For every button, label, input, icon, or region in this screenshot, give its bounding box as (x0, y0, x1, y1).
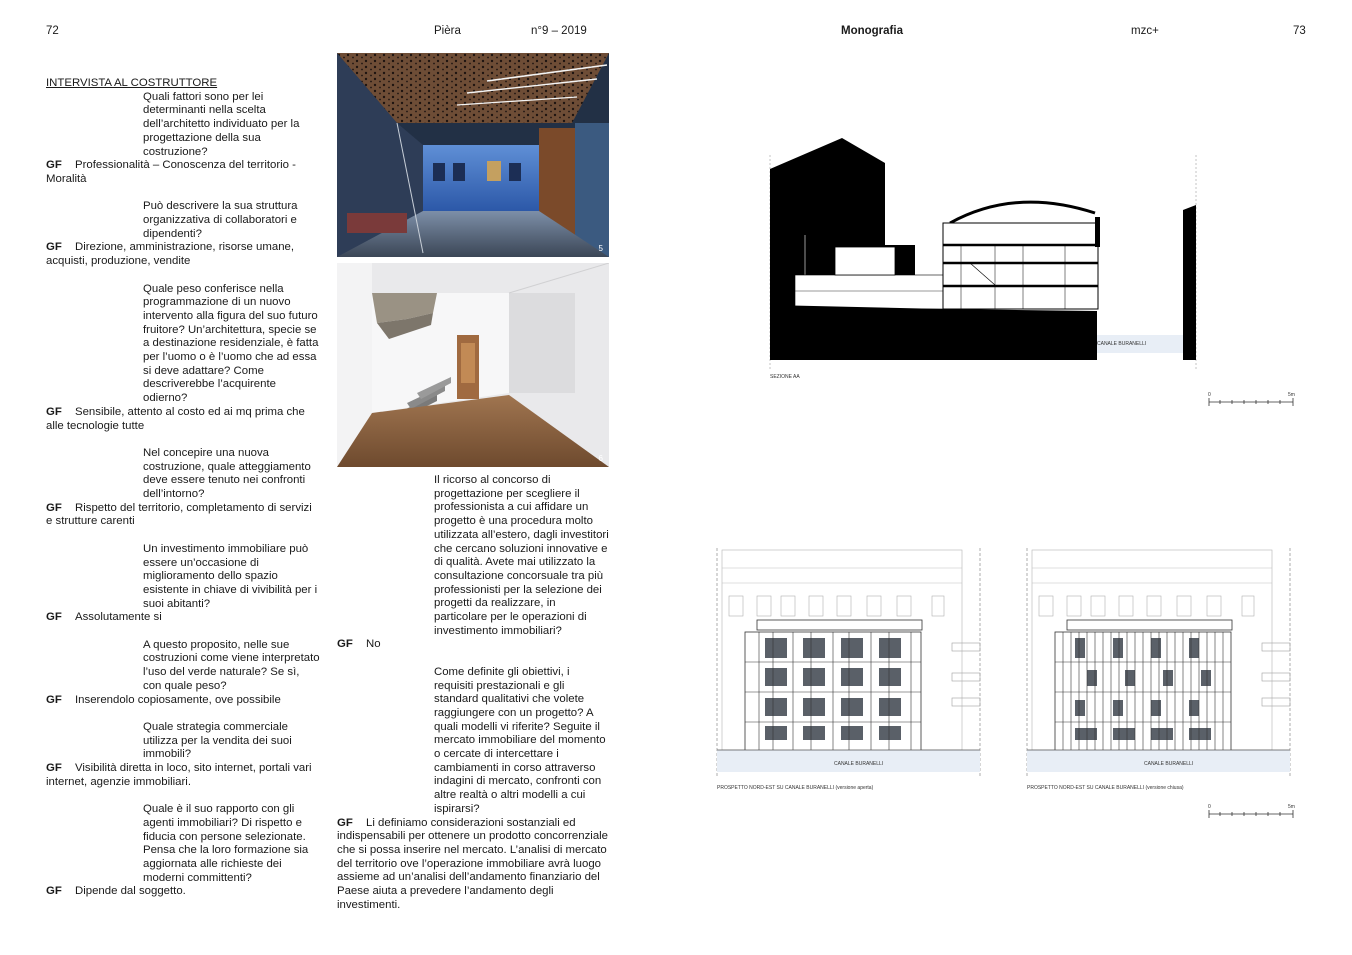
interview-question: Nel concepire una nuova costruzione, quale atteggiamento deve essere tenuto nei confronti dell’intorno? (143, 446, 311, 501)
interview-answer (46, 502, 320, 529)
qa-item (337, 474, 609, 652)
interview-answer (46, 885, 320, 899)
interview-question: Può descrivere la sua struttura organizzativa di collaboratori e dipendenti? (143, 200, 298, 240)
speaker-initials: GF (337, 638, 353, 651)
interview-answer (46, 159, 320, 186)
elevation-closed-caption: PROSPETTO NORD-EST SU CANALE BURANELLI (versione chiusa) (1027, 785, 1184, 791)
speaker-initials: GF (46, 693, 62, 706)
speaker-initials: GF (46, 501, 62, 514)
photo-interior-ceiling (337, 53, 609, 257)
qa-list-middle (337, 474, 609, 912)
qa-item (46, 803, 320, 899)
interview-question: Il ricorso al concorso di progettazione per scegliere il professionista a cui affidare un progetto è una procedura molto utilizzata all’estero, dagli investitori che cercano soluzioni innovative e di qualità. Avete mai utilizzato la consultazione concorsuale tra più professionisti per la selezione dei progetti da realizzare, in particolare per le operazioni di investimento immobiliari? (434, 474, 609, 637)
section-label: SEZIONE AA (770, 374, 800, 380)
elevation-open-caption: PROSPETTO NORD-EST SU CANALE BURANELLI (versione aperta) (717, 785, 874, 791)
page-number-left: 72 (46, 25, 59, 37)
photo-interior-stair (337, 263, 609, 467)
answer-text: Dipende dal soggetto. (75, 885, 186, 898)
interview-question: Quali fattori sono per lei determinanti nella scelta dell’architetto individuato per la progettazione della sua costruzione? (143, 90, 300, 158)
scale-bar-top (1208, 392, 1295, 408)
answer-text: No (366, 638, 381, 651)
answer-text: Li definiamo considerazioni sostanziali ed indispensabili per ottenere un prodotto concorrenziale che si possa inserire nel mercato. L’analisi di mercato del territorio ove l’operazione immobiliare avrà luogo assieme ad un’analisi dell’andamento finanziario del Paese aiuta a prevedere l’andamento degli investimenti. (337, 816, 609, 911)
answer-text: Rispetto del territorio, completamento di servizi e strutture carenti (46, 501, 312, 528)
speaker-initials: GF (46, 241, 62, 254)
qa-list-left (46, 91, 320, 899)
elevation-drawing-closed (1027, 548, 1293, 791)
answer-text: Visibilità diretta in loco, sito internet, portali vari internet, agenzie immobiliari. (46, 762, 312, 788)
interview-answer (46, 611, 320, 625)
interview-question: A questo proposito, nelle sue costruzioni come viene interpretato l’uso del verde naturale? Se sì, con quale peso? (143, 638, 320, 692)
scale-start-label: 0 (1208, 804, 1211, 810)
speaker-initials: GF (46, 159, 62, 172)
interview-question: Quale peso conferisce nella programmazione di un nuovo intervento alla figura del suo futuro fruitore? Un’architettura, specie se a destinazione residenziale, è fatta per l’uomo o è l’uomo che ad essa si deve adattare? Come descriverebbe l’acquirente odierno? (143, 282, 319, 405)
section-drawing (765, 135, 1205, 380)
answer-text: Inserendolo copiosamente, ove possibile (75, 693, 281, 706)
answer-text: Direzione, amministrazione, risorse umane, acquisti, produzione, vendite (46, 241, 295, 268)
scale-end-label: 5m (1288, 804, 1295, 810)
answer-text: Professionalità – Conoscenza del territorio - Moralità (46, 159, 296, 185)
answer-text: Assolutamente si (75, 611, 162, 624)
issue-number: n°9 – 2019 (531, 25, 587, 37)
interview-question: Come definite gli obiettivi, i requisiti prestazionali e gli standard qualitativi che volete raggiungere con un progetto? A quali modelli vi riferite? Seguite il mercato immobiliare del momento o cercate di intercettare i cambiamenti in corso attraverso indagini di mercato, confronti con altre realtà o altri modelli a cui ispirarsi? (434, 665, 606, 815)
speaker-initials: GF (46, 611, 62, 624)
interview-column-left (46, 77, 320, 899)
qa-item (46, 543, 320, 625)
interview-answer (337, 638, 609, 652)
interview-question: Quale strategia commerciale utilizza per la vendita dei suoi immobili? (143, 720, 292, 761)
scale-end-label: 5m (1288, 392, 1295, 398)
interview-answer (337, 817, 609, 913)
qa-item (337, 666, 609, 913)
canal-label: CANALE BURANELLI (1097, 341, 1147, 347)
answer-text: Sensibile, attento al costo ed ai mq prima che alle tecnologie tutte (46, 405, 305, 432)
qa-item (46, 91, 320, 187)
interview-answer (46, 762, 320, 789)
interview-question: Un investimento immobiliare può essere un’occasione di miglioramento dello spazio esistente in chiave di vivibilità per i suoi abitanti? (143, 542, 318, 610)
studio-name: mzc+ (1131, 25, 1159, 37)
page-number-right: 73 (1293, 25, 1306, 37)
section-name: Monografia (841, 25, 903, 37)
canal-label: CANALE BURANELLI (834, 761, 884, 767)
interview-answer (46, 406, 320, 433)
scale-bar-bottom (1208, 804, 1295, 820)
photo-number: 5 (598, 244, 603, 253)
speaker-initials: GF (46, 405, 62, 418)
photo-number: 6 (598, 454, 603, 463)
interview-answer (46, 241, 320, 268)
qa-item (46, 447, 320, 529)
interview-column-middle (337, 474, 609, 912)
qa-item (46, 639, 320, 708)
interview-title: INTERVISTA AL COSTRUTTORE (46, 77, 218, 89)
interview-question: Quale è il suo rapporto con gli agenti immobiliari? Di rispetto e fiducia con persone selezionate. Pensa che la loro formazione sia aggiornata alle richieste dei moderni committenti? (143, 803, 309, 884)
qa-item (46, 283, 320, 434)
canal-label: CANALE BURANELLI (1144, 761, 1194, 767)
qa-item (46, 721, 320, 790)
speaker-initials: GF (46, 885, 62, 898)
qa-item (46, 200, 320, 269)
magazine-name: Pièra (434, 25, 461, 37)
speaker-initials: GF (46, 762, 62, 775)
elevation-drawing-open (717, 548, 983, 791)
speaker-initials: GF (337, 816, 353, 829)
scale-start-label: 0 (1208, 392, 1211, 398)
interview-answer (46, 694, 320, 708)
